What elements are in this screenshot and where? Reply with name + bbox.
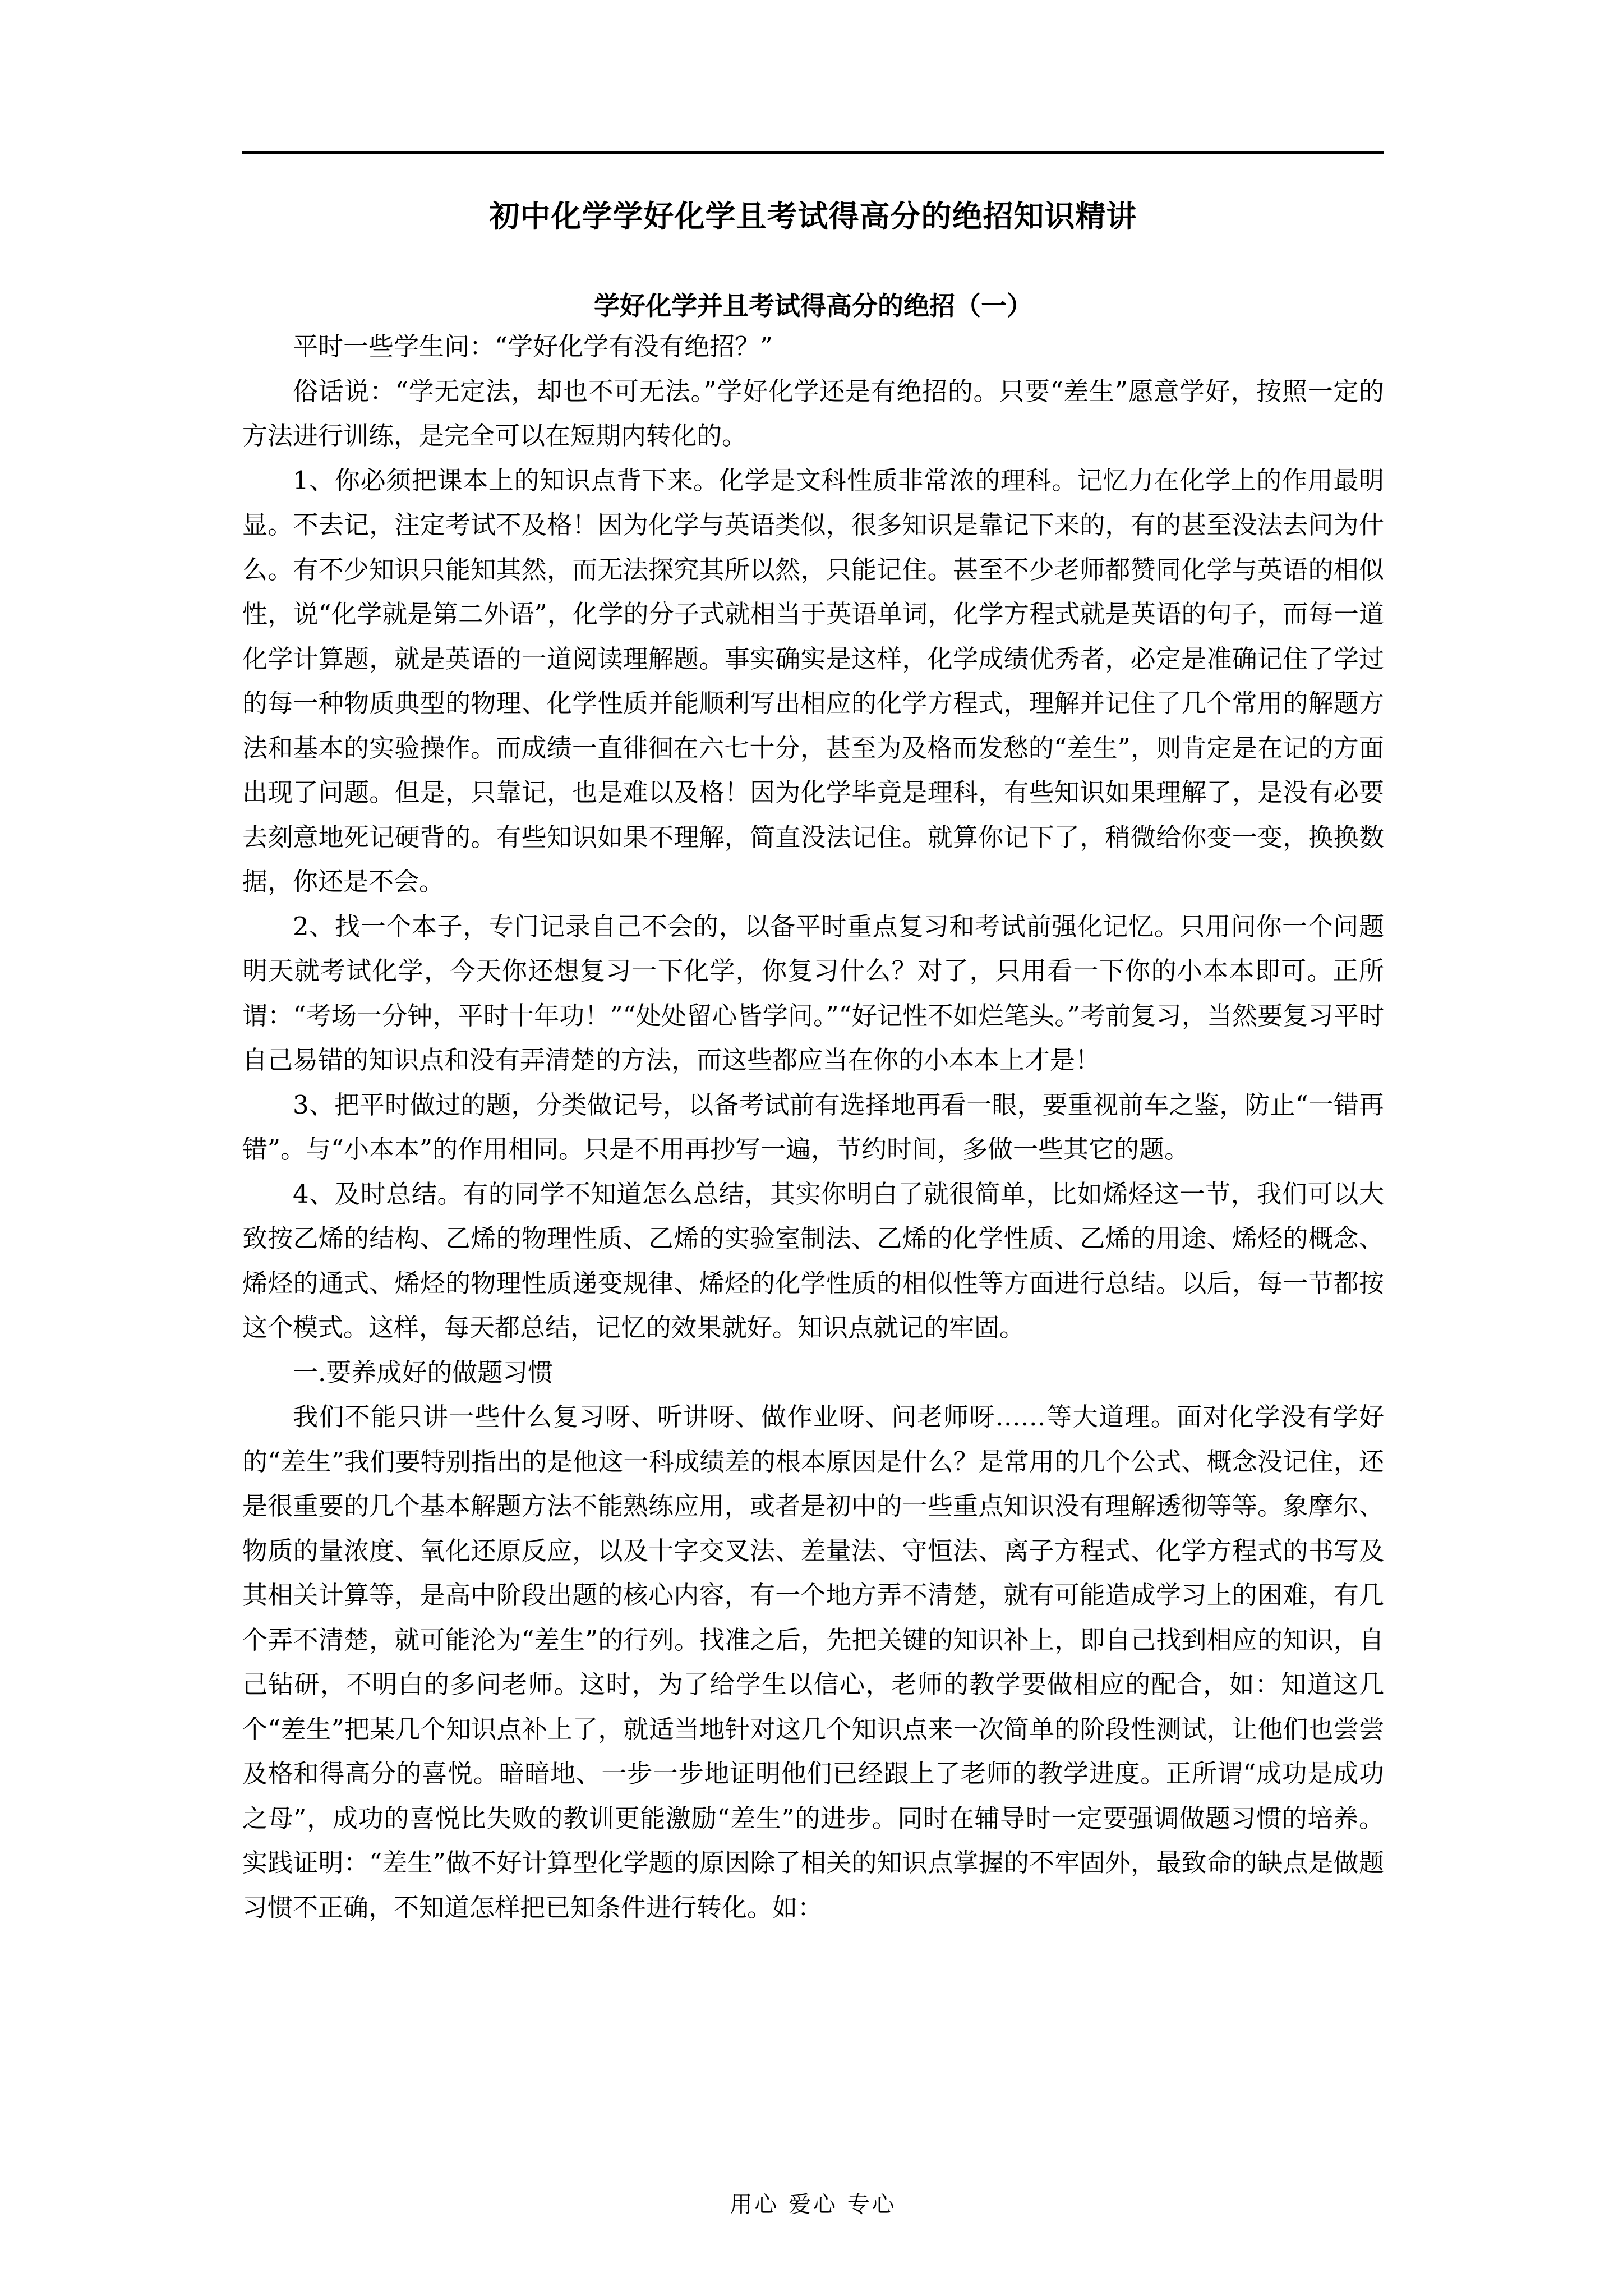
paragraph: 平时一些学生问：“学好化学有没有绝招？” — [293, 332, 773, 361]
subheading: 一.要养成好的做题习惯 — [293, 1357, 554, 1387]
paragraph: 我们不能只讲一些什么复习呀、听讲呀、做作业呀、问老师呀……等大道理。面对化学没有学好的“差生”我们要特别指出的是他这一科成绩差的根本原因是什么？是常用的几个公式、概念没记住，还是很重要的几个基本解题方法不能熟练应用，或者是初中的一些重点知识没有理解透彻等等。象摩尔、物质的量浓度、氧化还原反应，以及十字交叉法、差量法、守恒法、离子方程式、化学方程式的书写及其相关计算等，是高中阶段出题的核心内容，有一个地方弄不清楚，就有可能造成学习上的困难，有几个弄不清楚，就可能沦为“差生”的行列。找准之后，先把关键的知识补上，即自己找到相应的知识，自己钻研，不明白的多问老师。这时，为了给学生以信心，老师的教学要做相应的配合，如：知道这几个“差生”把某几个知识点补上了，就适当地针对这几个知识点来一次简单的阶段性测试，让他们也尝尝及格和得高分的喜悦。暗暗地、一步一步地证明他们已经跟上了老师的教学进度。正所谓“成功是成功之母”，成功的喜悦比失败的教训更能激励“差生”的进步。同时在辅导时一定要强调做题习惯的培养。实践证明：“差生”做不好计算型化学题的原因除了相关的知识点掌握的不牢固外，最致命的缺点是做题习惯不正确，不知道怎样把已知条件进行转化。如： — [242, 1402, 1384, 1922]
body-text — [242, 324, 1384, 1930]
paragraph: 2、找一个本子，专门记录自己不会的，以备平时重点复习和考试前强化记忆。只用问你一个问题 明天就考试化学，今天你还想复习一下化学，你复习什么？对了，只用看一下你的小本本即可。正所谓：“考场一分钟，平时十年功！”“处处留心皆学问。”“好记性不如烂笔头。”考前复习，当然要复习平时自己易错的知识点和没有弄清楚的方法，而这些都应当在你的小本本上才是！ — [242, 911, 1384, 1075]
paragraph: 1、你必须把课本上的知识点背下来。化学是文科性质非常浓的理科。记忆力在化学上的作用最明显。不去记，注定考试不及格！因为化学与英语类似，很多知识是靠记下来的，有的甚至没法去问为什么。有不少知识只能知其然，而无法探究其所以然，只能记住。甚至不少老师都赞同化学与英语的相似性，说“化学就是第二外语”，化学的分子式就相当于英语单词，化学方程式就是英语的句子，而每一道化学计算题，就是英语的一道阅读理解题。事实确实是这样，化学成绩优秀者，必定是准确记住了学过的每一种物质典型的物理、化学性质并能顺利写出相应的化学方程式，理解并记住了几个常用的解题方法和基本的实验操作。而成绩一直徘徊在六七十分，甚至为及格而发愁的“差生”，则肯定是在记的方面出现了问题。但是，只靠记，也是难以及格！因为化学毕竟是理科，有些知识如果理解了，是没有必要去刻意地死记硬背的。有些知识如果不理解，简直没法记住。就算你记下了，稍微给你变一变，换换数据，你还是不会。 — [242, 465, 1384, 896]
document-title: 初中化学学好化学且考试得高分的绝招知识精讲 — [489, 198, 1137, 234]
paragraph: 3、把平时做过的题，分类做记号，以备考试前有选择地再看一眼，要重视前车之鉴，防止“一错再错”。与“小本本”的作用相同。只是不用再抄写一遍，节约时间，多做一些其它的题。 — [242, 1089, 1384, 1164]
page-footer: 用心 爱心 专心 — [730, 2192, 897, 2217]
section-title: 学好化学并且考试得高分的绝招（一） — [594, 291, 1032, 321]
header-rule — [242, 151, 1384, 154]
paragraph: 俗话说：“学无定法，却也不可无法。”学好化学还是有绝招的。只要“差生”愿意学好，按照一定的方法进行训练，是完全可以在短期内转化的。 — [242, 376, 1384, 450]
paragraph: 4、及时总结。有的同学不知道怎么总结，其实你明白了就很简单，比如烯烃这一节，我们可以大致按乙烯的结构、乙烯的物理性质、乙烯的实验室制法、乙烯的化学性质、乙烯的用途、烯烃的概念、烯烃的通式、烯烃的物理性质递变规律、烯烃的化学性质的相似性等方面进行总结。以后，每一节都按这个模式。这样，每天都总结，记忆的效果就好。知识点就记的牢固。 — [242, 1179, 1384, 1342]
